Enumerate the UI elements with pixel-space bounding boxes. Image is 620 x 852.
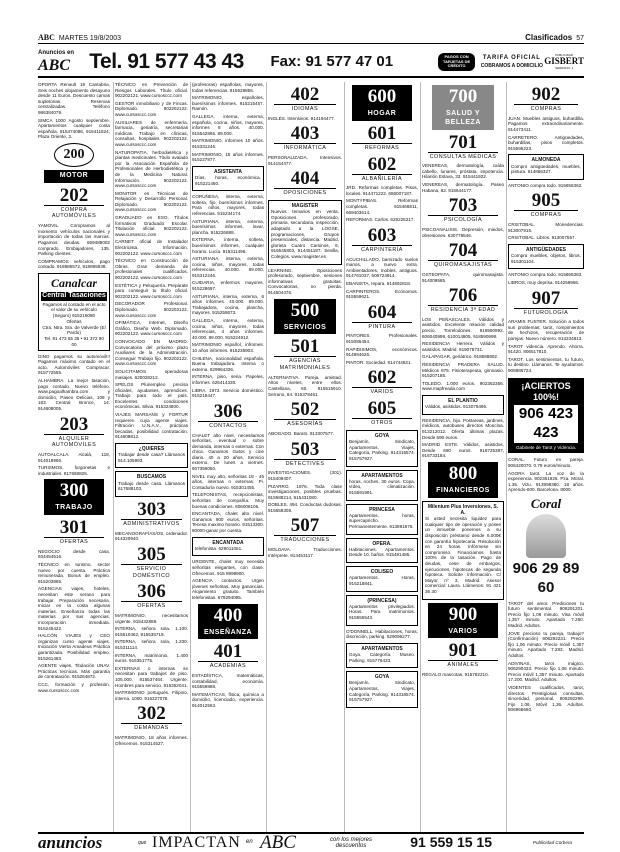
classified-ad: MATEMÁTICAS, física, química a domicilio, licenciado, experiencia. 914012563. <box>192 691 264 709</box>
classified-ad: LIBROS, muy deprisa. 914259956. <box>508 279 580 285</box>
classified-ad: MATRIMONIO, 18 años informes. Ofrecemos. 915314527. <box>115 735 188 746</box>
phone-number[interactable]: Tel. 91 577 43 43 <box>89 49 244 73</box>
classified-ad: ESTÉTICA y Peluquería. Prepárate para conseguir tu título oficial. 902202122. www.cursosccc.com <box>115 282 188 299</box>
classified-ad: RESIDENCIA Herrera. Válidos y asistidos. Madrid. 919078731. <box>422 341 504 352</box>
classified-ad: PERSONALIZADA. Intensivos. 914154477. <box>268 155 342 166</box>
column-4 <box>268 82 342 834</box>
coral-phone[interactable]: 906 29 89 60 <box>512 560 580 596</box>
column-rule <box>266 82 267 834</box>
column-rule <box>506 82 507 834</box>
section-300: 300 TRABAJO <box>38 479 110 515</box>
classified-ad: JRD. Reformas completas. Pisos, locales. 914471222. 686007187. <box>346 185 418 196</box>
classified-ad: SPELOS Pluriempleo precisa oficiales, ayudantes, aprendices. Trabajo para todo el país. Excelentes condiciones económicas. Silvia. 915324800. <box>115 382 188 410</box>
classified-ad: HALCÓN VIAJES y CEO organizan curso agente viajes. Iniciación Vierta Amadeus Práctica garantizada. Posibilidad empleo. 915261483. <box>38 633 110 661</box>
section-306: 306 OFERTAS <box>115 582 188 610</box>
classified-ad: VENEREAS, dermatología, caída cabello, lunares, próstata, impotencia. Hilarión Eslava, 33. 915441922. <box>422 163 504 180</box>
classified-ad: GALLEGA, interna, externa, española, cocina, niños, mayores, informes 8 años. 40.000. 915542865. 89.000. <box>192 113 264 136</box>
classified-ad: Días, horas, económica. 915221450. <box>195 174 261 186</box>
classified-ad: CORUÑESA, interna, externa, soltera, fijo, buenísimos informes. Para niños, mayores, todas referencias. 915234174. <box>192 194 264 216</box>
classified-ad: CONVOCADO EN MADRID. Convocatoria del próximo plazo Auxiliares de la Administración. Conseguir Trabajo fijo. 902202122. www.cursosccc.com <box>115 338 188 367</box>
section-602-varios: 602 VARIOS <box>346 368 418 396</box>
classified-ad: VIAJES MARSANS y FORTUR requieren cuya agente viajes. Filtración U.N.A.V., prácticas becadas, posibilidad contratación. 914608812. <box>115 412 188 440</box>
column-1 <box>38 82 110 834</box>
ad-line: Pagamos al contado en el acto el valor de su vehículo <box>42 301 106 313</box>
section-507: 507 TRADUCCIONES <box>268 516 342 544</box>
masthead-left <box>38 33 121 44</box>
classified-ad: ADIVINAS, tarot mágico. 906290433. Precio fijo 1,06 minuto. Precio móvil 1,357 minuto. Apartado 17.200. Madrid. Adultos. <box>508 660 584 683</box>
classified-ad: CHILENA, nacionalidad española. Buena trabajadora. Interna o externa. 629964336. <box>192 355 264 372</box>
section-401: 401 ACADEMIAS <box>192 642 264 670</box>
footer-banner: anuncios que IMPACTAN en ABC con los mejores descuentos 91 559 15 15 Publicidad Corbera <box>38 832 584 852</box>
aciertos-phone[interactable]: 906 423 423 <box>514 405 578 443</box>
almoneda-ad: ALMONEDA Compro antigüedades, muebles, pintura. 914886327. <box>508 154 584 179</box>
masthead-right <box>525 33 584 44</box>
section-703: 703 PSICOLOGÍA <box>422 196 504 224</box>
classified-ad: MECANOGRAFÍAS/OS, ordenador. 914320940. <box>115 530 188 542</box>
princesa-2-ad: (PRINCESA) Apartamentos privilegiados. Horas. Para matrimonios. 915555543. <box>346 595 418 626</box>
classified-ad: INTERNA, matrimonio, 1.400 euros. 915351775. <box>115 652 188 664</box>
classified-ad: MONTYPIBAS. Reformas completas. 915466811, 669403614. <box>346 198 418 215</box>
classified-ad: Válidos, asistidos. 913076496. <box>425 404 488 410</box>
classified-ad: OPORTA Renault 19 Cantabria, Seis noches alojamiento desayuno desde 11 Euros. Descuento camas supletorias. Reservas centralizadas. Teléfono 986384079. <box>38 82 110 115</box>
classified-ad: CRISTOBAL. Libros. 913007557. <box>508 235 576 241</box>
classified-ad: ALTERNATIVA. Pareja, amistad. Altos niveles, entre ellos. Castellana, 60. 915515910. Serrano, 84. 915378461. <box>268 374 342 397</box>
credit-card-badge: PAGOS CON TARJETAS DE CRÉDITO <box>438 53 475 70</box>
section-902: 902 COMPRAS <box>508 85 584 113</box>
classified-ad: MONITOR en Técnicas de Relajación y Desarrollo Personal. Diplomado. 902202122. www.cursosccc.com <box>115 190 188 213</box>
classified-ad: Trabajo desde casa. Llámanos 617688103. <box>118 480 185 492</box>
classified-ad: GRADUADO en ESO. Títulos formativos Graduado Escolar. Titulación oficial. 902202122. www.cursosccc.com <box>115 215 188 237</box>
section-503: 503 DETECTIVES <box>268 440 342 468</box>
column-5 <box>346 82 418 834</box>
section-302: 302 DEMANDAS <box>115 704 188 732</box>
section-200: 200 <box>38 143 110 167</box>
classified-ad: INVESTIGACIONES. (301). 915409407. <box>268 470 342 481</box>
section-501: 501 AGENCIAS MATRIMONIALES <box>268 337 342 372</box>
section-605: 605 OTROS <box>346 399 418 427</box>
classified-ad: Nuevos temarios en venta. Oposiciones profesorado, primaria, secundaria, inspección, adaptado a la LOGSE, programaciones, Grupos presenciales, distancia. Madrid, glorieta Cuatro Caminos, 6, 915545803, 914451187. Sevilla, Colegios. www.magister.es <box>271 209 339 260</box>
classified-ad: PIZARRO. 1976. Toda clase investigaciones, posibles pruebas. 915588214, 915431080. <box>268 483 342 500</box>
classified-ad: ASTURIANA, interna, externa, buenísimos informes, lavar, plancha. 915226888. <box>192 218 264 235</box>
classified-ad: PSICOANALISIS. Depresión, miedos, obsesiones. 630778546. <box>422 226 504 238</box>
classified-ad: Habitaciones. Apartamentos. Desde 10, baños. 915481485. <box>349 546 415 558</box>
fax-number: Fax: 91 577 47 01 <box>270 52 394 70</box>
milenium-ad: Milenium Plus Inversiones, S. A. Si usted necesita liquidez para cualquier tipo de operación y posee un inmueble ponemos a su disposición préstamo desde 6.000€ con garantía hipotecaria. Resolución en 24 horas. Infórmese sin compromiso. Financiamos hasta 100% de la tasación. Pago de deudas, cese de embargos, ejecuciones, hipotecas de segunda hipoteca. Solicite información. C/ Mayor nº 3, Madrid. Asesor comercial: Laura. Llámenos: 91 421 36 30 <box>422 501 504 600</box>
classified-ad: RESIDENCIA, hijo. Postareas, jardines, médicos, autobuses directos Moncloa. 913212012. Oferta últimas plazas. Desde 690 euros. <box>422 417 504 440</box>
classified-ad: REFORMAS. Carlos. 629225217. <box>346 217 415 223</box>
classified-ad: TOLEDO. 1.000 euros. 902362356. www.mapfreada.com <box>422 380 504 392</box>
section-602: 602 ALBAÑILERÍA <box>346 155 418 183</box>
classified-ad: VENEREAS, dermatología. Paseo Habana, 82. 915644177. <box>422 182 504 193</box>
classified-ad: DECORADOR Profesional. Diplomado. 902202122. www.cursosccc.com <box>115 301 188 318</box>
classified-ad: GESTOR inmobiliario y de Fincas. Diplomado. 902202122. www.cursosccc.com <box>115 100 188 117</box>
classified-ad: ALHAMBRA. La mejor tasación, pago contado. Nuevo teléfono. www.pagoalhambra.com y domicilio, Paseo Delicias, 108 y 183. Central Bronce, 14. 914608005. <box>38 377 110 411</box>
brand-logo: ABC <box>38 33 55 43</box>
section-402: 402 IDIOMAS <box>268 85 342 113</box>
coral-ad <box>508 496 584 598</box>
classified-ad: SOLICITAMOS operadoras masajes. 620028212. <box>115 368 188 380</box>
classified-ad: URGENTE, chalet muy necesita señoritas elegantes, con clase. Ofrecemos. 915 8999900. <box>192 559 264 576</box>
classified-ad: LIBRA. 1973. Servicio doméstico. 915219447. <box>192 387 264 399</box>
column-rule <box>344 82 345 834</box>
classified-ad: Compra muebles, objetos, libros. 915301104. <box>511 253 581 264</box>
classified-ad: OFIMÁTICA, Internet, Diseño Gráfico, Diseño Web. Diplomado. 902202122. www.cursosccc.com <box>115 320 188 337</box>
classified-ad: OSTEOPATA, quiromasajista. 914009585. <box>422 271 504 283</box>
ad-line: Tel. 91 473 55 35 • 91 372 90 00 <box>44 336 104 347</box>
section-403: 403 INFORMÁTICA <box>268 124 342 152</box>
classified-ad: Goya. Categoría. Museo. Parking. 915776433. <box>349 651 415 663</box>
odonnel-ad: O'DONNELL. Habitaciones, horas, discreción, parking. 629096277. <box>346 628 418 640</box>
opera-ad: OPERA. Habitaciones. Apartamentos. Desde 10, baños. 915481485. <box>346 538 418 563</box>
section-601: 601 REFORMAS <box>346 124 418 152</box>
classified-ad: JUAN. Muebles antiguos, buhardilla. Pagamos extraordinariamente. 914473411. <box>508 115 584 132</box>
classified-ad: INTERNA, piso, seria. Papeles, informes. 625414330. <box>192 374 264 385</box>
section-202: 202 COMPRA AUTOMÓVILES <box>38 186 110 221</box>
abc-logo: ABC <box>38 56 71 74</box>
section-800: 800 FINANCIEROS <box>422 462 504 498</box>
column-2 <box>115 82 188 834</box>
classified-ad: TAROT. Los sentimientos, tu futuro, tu destino. Llámanos. Te ayudamos. 906886724. <box>508 356 584 373</box>
section-305: 305 SERVICIO DOMÉSTICO <box>115 545 188 580</box>
classified-ad: REGALO mascotas. 915782210. <box>422 672 489 678</box>
section-600: 600 HOGAR <box>346 85 418 121</box>
classified-ad: TELEFONISTAS, recepcionistas, señoritas de compañía. Muy buenas condiciones. 606006106. <box>192 492 264 509</box>
section-303: 303 ADMINISTRATIVOS <box>115 500 188 528</box>
section-604: 604 PINTURA <box>346 303 418 331</box>
apartamentos-ad: APARTAMENTOS horas, noches, 30 euros. Copa, vídeo, climatización. 915591991. <box>346 470 418 501</box>
encantada-ad: ENCANTADA telefonista. 629011051. <box>192 537 264 557</box>
apartamentos-2-ad: APARTAMENTOS Goya. Categoría. Museo. Parking. 915776433. <box>346 643 418 668</box>
classified-ad: DINO pagamos su automóvil!!! Pagamos máximo contado en el acto. Automóviles Compracar. 915772555. <box>38 353 110 376</box>
magister-ad: MAGISTER Nuevos temarios en venta. Oposiciones profesorado, primaria, secundaria, inspección, adaptado a la LOGSE, programaciones, Grupos presenciales, distancia. Madrid, glorieta Cuatro Caminos, 6, 915545803, 914451187. Sevilla, Colegios. www.magister.es <box>268 200 342 265</box>
classified-ad: CORAL. Futuro en pareja. 906420070. 0.79 euros/minuto. <box>508 457 584 468</box>
classified-ad: Si usted necesita liquidez para cualquier tipo de operación y posee un inmueble ponemos a su disposición préstamo desde 6.000€ con garantía hipotecaria. Resolución en 24 horas. Infórmese sin compromiso. Financiamos hasta 100% de la tasación. Pago de deudas, cese de embargos, ejecuciones, hipotecas de segunda hipoteca. Solicite información. C/ Mayor nº 3, Madrid. Asesor comercial: Laura. Llámenos: 91 421 36 30 <box>425 516 501 594</box>
contact-banner <box>38 48 584 78</box>
classified-ad: AUXILIARES de enfermería, farmacia, geriatría, secretarias médicas. Trabajo en clínicas, consultas, hospitales. 902202122. www.cursosccc.com <box>115 119 188 147</box>
section-901: 901 ANIMALES <box>422 641 504 669</box>
column-3 <box>192 82 264 834</box>
gisbert-logo: PUBLICIDAD GISBERT SERRANO, 1 <box>544 52 584 70</box>
classified-ad: ACUCHILLADO, barnizado suelos manos, a nuevo extra. Ambientadores, mobles, antiguos. 914761037, 606724914. <box>346 256 418 279</box>
section-404: 404 OPOSICIONES <box>268 169 342 197</box>
column-6 <box>422 82 504 834</box>
section-301: 301 OFERTAS <box>38 518 110 546</box>
anuncios-en: Anuncios en ABC <box>38 50 85 74</box>
footer-phone[interactable]: 91 559 15 15 <box>410 834 492 851</box>
coliseo-ad: COLISEO Apartamentos. Horas, 915218841. <box>346 566 418 591</box>
classified-ad: MATRIMONIO, necesitamos urgente. 915432888. <box>115 613 188 624</box>
canalcar-ad: Canalcar Central Tasaciones Pagamos al contado en el acto el valor de su vehículo (Seguro) 915216080 Ofertas Ctra. Ntra. Sra. de Valverde (El Pardo) Tel. 91 473 55 35 • 91 372 90 00 <box>38 273 110 351</box>
classified-ad: Apartamentos. Horas, 915218841. <box>349 575 415 586</box>
aciertos-ad: ¡ACIERTOS 100%! 906 423 423 Gabinete de Tarot y Videncia. <box>508 378 584 454</box>
classified-ad: EXTERNA, interna, soltera, buenísimos informes, cualquier horario. Lucía. 915311496. <box>192 237 264 254</box>
classified-ad: CARPINTEROS. Ecónomos. 915559621. <box>346 288 418 300</box>
buscamos-ad: BUSCAMOS Trabajo desde casa. Llámanos 617688103. <box>115 471 188 496</box>
section-502: 502 ASESORÍAS <box>268 400 342 428</box>
princesa-ad: PRINCESA Apartamentos, horas, supercapricho. Permanentemente. 913891876. <box>346 504 418 535</box>
page-number: 57 <box>576 35 584 43</box>
classified-ad: CRISTOBAL. Monedencias. 913007915. <box>508 222 584 233</box>
classified-ad: (profesoras) españolas, mayores, todas referencias. 915529856. <box>192 82 264 93</box>
classified-ad: RAPIDISIMOS, económicos. 914894626. <box>346 346 418 358</box>
classified-ad: telefonista. 629011051. <box>195 545 243 551</box>
column-rule <box>113 82 114 834</box>
classified-ad: ABOGADO. Barato. 913307577. <box>268 430 335 436</box>
column-rule <box>190 82 191 834</box>
section-700: 700 SALUD Y BELLEZA <box>422 85 504 130</box>
classified-ad: TÉCNICO en turismo, sector nuevo por cuenta. Práctica remunerada. Bonus de empleo. 915203865. <box>38 562 110 584</box>
classified-ad: Benjamín, Sindicato, Apartamentos, Viajes, Categoría, Parking. 914316574. 915757927. <box>349 439 415 461</box>
classified-ad: MOLDAVA. Traducciones. Intérprete. 914453117. <box>268 547 342 558</box>
classified-ad: ANTONIO compra todo. 915656362. <box>508 182 583 188</box>
section-motor: MOTOR <box>38 170 110 183</box>
section-704: 704 QUIROMASAJISTAS <box>422 241 504 269</box>
classified-ad: AGORA tarot. La voz de la experiencia. 902361926. Pza. Moral. 1.35. Vizu. 913998380. 18 años. Aprendo-600. Barcelona. 8000. <box>508 470 584 493</box>
section-701: 701 CONSULTAS MÉDICAS <box>429 131 497 160</box>
classified-ad: ASTURIANA, interna, externa, 6 años informes. 40.000. 89.000. Trabajadora, cocina, plancha, mayores. 915258673. <box>192 293 264 316</box>
column-7 <box>508 82 584 834</box>
classified-ad: MATRIMONIO portugués. Filipino, interna. 1000. 915327078. <box>115 690 188 701</box>
classified-ad: ARAMIS FUSTER. Solución a todos sus problemas; tarot, rompimientos de hechizos, recuperación de parejas. Nuevo número. 913234813. <box>508 319 584 342</box>
ad-line: Ofertas <box>66 318 82 324</box>
classified-ad: EBANISTA, repara. 914892818. <box>346 280 412 286</box>
classified-ad: TÉCNICO en Prevención de Riesgos Laborales. Título oficial. 902202121. www.cursosccc.com <box>115 82 188 99</box>
classified-ad: MADRID ESTE. Válidos, asistidos. Desde 690 euros. 918725387, 916733184. <box>422 442 504 459</box>
classified-ad: CHALET alto nivel, necesitamos señoritas, eventual o sobre demanda, internas o externas. Con chica. Ganamos Gatos y cine diario. 40 a 20 años. Servicio externo. De lunes a viernes. 607356050. <box>192 432 264 472</box>
tarifa-block: TARIFA OFICIAL COBRAMOS A DOMICILIO <box>480 55 543 69</box>
coral-logo: Coral <box>530 495 562 511</box>
classified-ad: CARNET oficial de Instalador Electricista. Información. 902202122. www.cursosccc.com <box>115 239 188 256</box>
classified-ad: DOBLES. 494. Conductas dudosas. 915658308. <box>268 502 342 513</box>
classified-ad: ASTURIANA, interna, externa, cocina, niños, mayores, todas referencias. 40.000. 89.000. 915312246. <box>192 256 264 278</box>
abc-logo: ABC <box>260 832 296 852</box>
classified-ad: Apartamentos privilegiados. Horas. Para matrimonios. 915555543. <box>349 603 415 620</box>
classified-ad: GALAPAGAR, geriátrico. 918588802. <box>422 354 499 360</box>
classified-ad: NEGOCIO desde casa. 934454516. <box>38 548 110 560</box>
classified-ad: Trabajar desde casa? Llámanos 914.105993. <box>118 452 185 463</box>
el-plantio-ad: EL PLANTIO Válidos, asistidos. 913076496. <box>422 395 504 415</box>
classified-ad: MATRIMONIO, españoles, buenísimos informes. 915215457. Ramón. <box>192 95 264 112</box>
antiguedades-ad: ANTIGÜEDADES Compra muebles, objetos, libros. 915301104. <box>508 244 584 269</box>
classified-ad: JOVE precioso tu pareja, trabajo? (Confirmación) 906292231. Precio fijo 1,06 minuto. Precio móvil 1,357 minuto. Apartado 7.283. Madrid. Adultos. <box>508 630 584 658</box>
classified-ad: AGENCIAS viajes, hoteles, necesitan este verano para trabajar. Preparación necesaria. Iniciar en la costa algunas materias. Enseñanza todas las materias por sus agencias. Incorporación inmediata. 915245422. <box>38 586 110 631</box>
goya-ad: GOYA Benjamín, Sindicato, Apartamentos, Viajes, Categoría, Parking. 914316574. 915757927. <box>346 430 418 467</box>
classified-ad: Benjamín, Sindicato, Apartamentos, Viajes, Categoría, Parking. 914316574. 915757927. <box>349 680 415 703</box>
classified-ad: ESTADÍSTICA, matemáticas, contabilidad, economía. 915559888. <box>192 673 264 690</box>
classified-ad: TAROT videncia. Aprendo. Ahorra. 91420. 806517810. <box>508 343 584 355</box>
classified-ad: NIVEL muy alto, señoritas 18 - 45 años, internas o externas. Pi. Contaduría nuevo. 915301455. <box>192 473 264 490</box>
section-306-contactos: 306 CONTACTOS <box>192 402 264 430</box>
classified-ad: TÉCNICO en Construcción de Obras. Gran demanda de profesionales cualificados. 902202122. www.cursosccc.com <box>115 258 188 280</box>
classified-ad: horas, noches, 30 euros. Copa, vídeo, climatización. 915591991. <box>349 478 415 495</box>
asistenta-ad: ASISTENTA Días, horas, económica. 915221450. <box>192 166 264 191</box>
classified-ad: YAMOVIL. Compramos al momento vehículos nacionales y importación de todas las marcas. Pagamos deudas. 659488002 comprado. Embajadores, 135. Parking clientes. <box>38 223 110 257</box>
column-rule <box>420 82 421 834</box>
classified-ad: MATRIMONIO español, infromes. 10 años informes. 915235903. <box>192 342 264 353</box>
classified-ad: TURISMOS, furgonetas e industriales. 917668825. <box>38 465 110 476</box>
classified-ad: PINTOR. Sociedad. 914744821. <box>346 359 412 365</box>
classified-ad: INTERNA, señora sola, 1.200. 915311114. <box>115 639 188 651</box>
ad-line: (Seguro) 915216080 <box>52 313 96 319</box>
section-905: 905 COMPRAS <box>508 191 584 219</box>
classified-ad: AUTOALCALA. Alcalá, 118, 914018966. <box>38 452 110 463</box>
classified-ad: EXTERNAS o internas se necesitan para trabajos de piso. 105.000. 915537464. Urgente. Hombres para servicio. 915352041. <box>115 665 188 688</box>
classified-ad: AGENTE viajes. Titulación UNAV. Prácticas tecnicas. Más garantía de contratación. 915264872. <box>38 663 110 680</box>
classified-ad: CARRETERO. Antigüedades, buhardillas, pisos completos. 915596223. <box>508 134 584 151</box>
classified-ad: INGLÉS. Intensivos. 914194477. <box>268 115 335 121</box>
classified-ad: AGENCIA contactos. Urgen jóvenes señoritas. Muy ganancias. Alojamiento gratuito. También telefonistas. 679294095. <box>192 578 264 600</box>
classified-ad: CCC, formación y profesión. www.cursosccc.com <box>38 681 110 693</box>
goya-2-ad: GOYA Benjamín, Sindicato, Apartamentos, Viajes, Categoría, Parking. 914316574. 915757927. <box>346 671 418 708</box>
classified-ad: GALLEGA, interna, externa, cocina, niños, mayores, todas referencias, 4 años informes. 40.000. 89.000. 915224912. <box>192 318 264 340</box>
section-title: Clasificados <box>525 33 573 43</box>
section-603: 603 CARPINTERÍA <box>346 226 418 254</box>
section-706: 706 RESIDENCIA 3ª EDAD <box>422 286 504 314</box>
section-907: 907 FUTUROLOGÍA <box>508 289 584 317</box>
classified-ad: MATRIMONIO, 15 años informes. 915227877. <box>192 151 264 163</box>
classified-ad: PINTORES. Profesionales. 915086454. <box>346 333 418 345</box>
classified-ad: Compro antigüedades, muebles, pintura. 914886327. <box>511 163 581 175</box>
section-900: 900 VARIOS <box>422 603 504 639</box>
section-500: 500 SERVICIOS <box>268 299 342 335</box>
classified-ad: LEARNING. Oposiciones profesorado, septiembre, sesiones informativas gratuitas. Convocatorias, no pierda. 914604476. <box>268 267 342 295</box>
classified-ad: NATUROPATIA, herbodietética y plantas medicinales. Título avalado por la Asociación Española de Profesionales de Herbodietética y de la Medicina Natural. Información. 902202122. www.cursosccc.com <box>115 149 188 189</box>
section-203: 203 ALQUILER AUTOMÓVILES <box>38 415 110 450</box>
classified-ad: ENCANTADA, chalet alto nivel. Ganamos 900 euros, señoritas. Tecesa maximo horario. 91513300. 80000-ganar por cuenta. <box>192 511 264 533</box>
classified-ad: TAROT del amor. Prediciones tu futuro sentimental. 906291201. Precio fijo 1,06 minuto. Visa móvil 1,357 minuto. Apartado 7.260. Madrid. Adultos. <box>508 600 584 629</box>
classified-ad: INTERNA, señora sola. 1.100. 915510462, 915535719. <box>115 626 188 637</box>
ad-line: Ctra. Ntra. Sra. de Valverde (El Pardo) <box>42 324 106 336</box>
issue-date: MARTES 19/8/2003 <box>58 35 122 43</box>
classified-ad: ANTONIO compra todo. 915665363. <box>508 272 583 278</box>
masthead <box>38 34 584 44</box>
woman-photo-icon <box>526 514 566 558</box>
classified-ad: COMPRAMOS vehículos, pago contado. 918886572, 918895838. <box>38 258 110 270</box>
quieres-ad: ¿QUIERES Trabajar desde casa? Llámanos 914.105993. <box>115 443 188 468</box>
classified-ad: RESIDENCIA PRADERA SALUD. Médicos 875. Fisioterapeuta, gimnasio. 915207185. <box>422 362 504 379</box>
classified-ad: Apartamentos, horas, supercapricho. Permanentemente. 913891876. <box>349 512 415 530</box>
classified-ad: CUIDARIA, enfermos mayores. 915228697. <box>192 280 264 292</box>
classified-ad: SIMCA 1000 Agosto septiembre. Apartamentos cualquier costa española. 915474086, 915411824, Plaza Oriente, 3. <box>38 117 110 140</box>
classified-ad: MATRIMONIO, informes 10 años. 915331246. <box>192 138 264 149</box>
classified-ad: LOS PEÑASCALES. Válidos y asistidos. Excelente relación calidad precio. Torrelodones. 918590992. 606040999, 610014805, 918590998. <box>422 316 504 339</box>
section-400: 400 ENSEÑANZA <box>192 604 264 640</box>
classified-ad: VIDENTES cualificados, tarot, directos. Prestigiosas consultas, sinceridad, personal. 906292299. Fijo 1,06. Móvil 1,36. Adultos. 806966660. <box>508 684 584 713</box>
